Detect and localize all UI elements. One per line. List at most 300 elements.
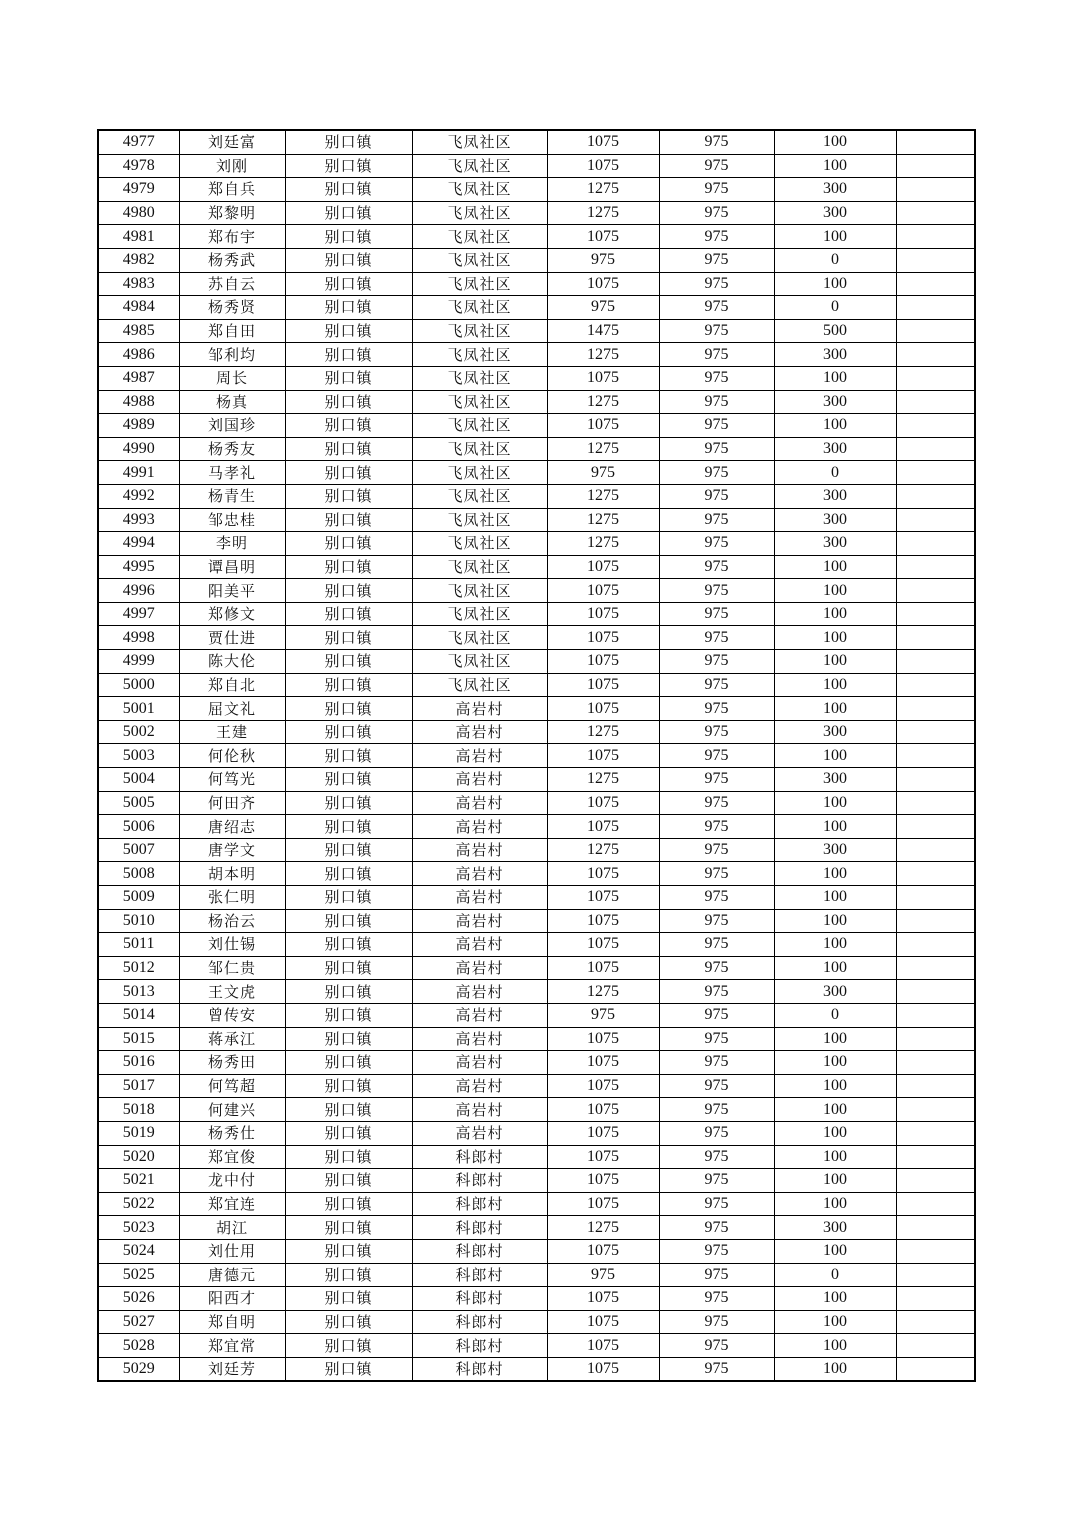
amount-b-cell: 975	[659, 768, 774, 792]
remarks-cell	[896, 390, 975, 414]
serial-number-cell: 4998	[98, 626, 179, 650]
amount-b-cell: 975	[659, 248, 774, 272]
amount-a-cell: 1075	[547, 650, 659, 674]
name-cell: 杨青生	[179, 484, 285, 508]
amount-b-cell: 975	[659, 1357, 774, 1381]
name-cell: 郑宜常	[179, 1334, 285, 1358]
amount-b-cell: 975	[659, 1003, 774, 1027]
remarks-cell	[896, 933, 975, 957]
table-row	[98, 791, 975, 815]
amount-b-cell: 975	[659, 697, 774, 721]
amount-b-cell: 975	[659, 343, 774, 367]
name-cell: 王建	[179, 720, 285, 744]
difference-cell: 0	[774, 1003, 896, 1027]
amount-b-cell: 975	[659, 1239, 774, 1263]
amount-a-cell: 1075	[547, 1169, 659, 1193]
amount-a-cell: 1075	[547, 579, 659, 603]
town-cell: 别口镇	[285, 579, 412, 603]
difference-cell: 100	[774, 1098, 896, 1122]
village-cell: 高岩村	[412, 862, 547, 886]
difference-cell: 300	[774, 390, 896, 414]
remarks-cell	[896, 815, 975, 839]
amount-a-cell: 975	[547, 1263, 659, 1287]
village-cell: 高岩村	[412, 1003, 547, 1027]
amount-a-cell: 1075	[547, 1310, 659, 1334]
town-cell: 别口镇	[285, 1192, 412, 1216]
amount-a-cell: 1275	[547, 201, 659, 225]
village-cell: 飞凤社区	[412, 366, 547, 390]
serial-number-cell: 4989	[98, 414, 179, 438]
amount-a-cell: 1075	[547, 791, 659, 815]
name-cell: 刘仕用	[179, 1239, 285, 1263]
remarks-cell	[896, 272, 975, 296]
table-row	[98, 343, 975, 367]
serial-number-cell: 4983	[98, 272, 179, 296]
amount-a-cell: 975	[547, 296, 659, 320]
name-cell: 刘廷富	[179, 130, 285, 154]
serial-number-cell: 4979	[98, 178, 179, 202]
amount-a-cell: 1075	[547, 1357, 659, 1381]
village-cell: 高岩村	[412, 980, 547, 1004]
town-cell: 别口镇	[285, 154, 412, 178]
name-cell: 杨治云	[179, 909, 285, 933]
amount-a-cell: 1275	[547, 532, 659, 556]
name-cell: 邹仁贵	[179, 956, 285, 980]
village-cell: 飞凤社区	[412, 532, 547, 556]
amount-a-cell: 1275	[547, 768, 659, 792]
difference-cell: 100	[774, 1334, 896, 1358]
difference-cell: 300	[774, 720, 896, 744]
town-cell: 别口镇	[285, 980, 412, 1004]
village-cell: 飞凤社区	[412, 626, 547, 650]
town-cell: 别口镇	[285, 886, 412, 910]
difference-cell: 100	[774, 956, 896, 980]
name-cell: 郑布宇	[179, 225, 285, 249]
village-cell: 科郎村	[412, 1145, 547, 1169]
difference-cell: 0	[774, 248, 896, 272]
difference-cell: 300	[774, 201, 896, 225]
village-cell: 高岩村	[412, 768, 547, 792]
village-cell: 飞凤社区	[412, 319, 547, 343]
village-cell: 科郎村	[412, 1310, 547, 1334]
town-cell: 别口镇	[285, 178, 412, 202]
town-cell: 别口镇	[285, 225, 412, 249]
table-row	[98, 154, 975, 178]
difference-cell: 100	[774, 626, 896, 650]
table-row	[98, 555, 975, 579]
village-cell: 飞凤社区	[412, 650, 547, 674]
remarks-cell	[896, 1169, 975, 1193]
serial-number-cell: 5009	[98, 886, 179, 910]
town-cell: 别口镇	[285, 1098, 412, 1122]
amount-a-cell: 1075	[547, 1334, 659, 1358]
serial-number-cell: 4991	[98, 461, 179, 485]
amount-b-cell: 975	[659, 154, 774, 178]
amount-a-cell: 1275	[547, 838, 659, 862]
amount-b-cell: 975	[659, 862, 774, 886]
remarks-cell	[896, 886, 975, 910]
remarks-cell	[896, 579, 975, 603]
name-cell: 周长	[179, 366, 285, 390]
serial-number-cell: 5011	[98, 933, 179, 957]
town-cell: 别口镇	[285, 508, 412, 532]
serial-number-cell: 5010	[98, 909, 179, 933]
difference-cell: 100	[774, 1169, 896, 1193]
serial-number-cell: 5020	[98, 1145, 179, 1169]
amount-a-cell: 1075	[547, 414, 659, 438]
town-cell: 别口镇	[285, 1121, 412, 1145]
remarks-cell	[896, 248, 975, 272]
difference-cell: 100	[774, 1051, 896, 1075]
town-cell: 别口镇	[285, 1216, 412, 1240]
amount-a-cell: 975	[547, 461, 659, 485]
serial-number-cell: 4996	[98, 579, 179, 603]
amount-b-cell: 975	[659, 838, 774, 862]
amount-b-cell: 975	[659, 1098, 774, 1122]
town-cell: 别口镇	[285, 201, 412, 225]
village-cell: 飞凤社区	[412, 390, 547, 414]
remarks-cell	[896, 697, 975, 721]
name-cell: 张仁明	[179, 886, 285, 910]
remarks-cell	[896, 1074, 975, 1098]
name-cell: 蒋承江	[179, 1027, 285, 1051]
name-cell: 龙中付	[179, 1169, 285, 1193]
name-cell: 郑宜俊	[179, 1145, 285, 1169]
village-cell: 高岩村	[412, 744, 547, 768]
table-row	[98, 1051, 975, 1075]
town-cell: 别口镇	[285, 1169, 412, 1193]
amount-a-cell: 1075	[547, 697, 659, 721]
amount-b-cell: 975	[659, 744, 774, 768]
remarks-cell	[896, 461, 975, 485]
town-cell: 别口镇	[285, 1003, 412, 1027]
serial-number-cell: 4992	[98, 484, 179, 508]
serial-number-cell: 4995	[98, 555, 179, 579]
serial-number-cell: 5012	[98, 956, 179, 980]
name-cell: 何笃超	[179, 1074, 285, 1098]
amount-b-cell: 975	[659, 579, 774, 603]
difference-cell: 100	[774, 154, 896, 178]
village-cell: 高岩村	[412, 791, 547, 815]
difference-cell: 100	[774, 650, 896, 674]
serial-number-cell: 5019	[98, 1121, 179, 1145]
table-row	[98, 130, 975, 154]
village-cell: 飞凤社区	[412, 201, 547, 225]
amount-a-cell: 1075	[547, 862, 659, 886]
difference-cell: 100	[774, 579, 896, 603]
data-table	[97, 129, 976, 1382]
name-cell: 唐学文	[179, 838, 285, 862]
village-cell: 飞凤社区	[412, 178, 547, 202]
difference-cell: 100	[774, 414, 896, 438]
difference-cell: 100	[774, 602, 896, 626]
table-row	[98, 673, 975, 697]
name-cell: 郑自田	[179, 319, 285, 343]
town-cell: 别口镇	[285, 909, 412, 933]
difference-cell: 300	[774, 484, 896, 508]
town-cell: 别口镇	[285, 650, 412, 674]
amount-b-cell: 975	[659, 1169, 774, 1193]
town-cell: 别口镇	[285, 1310, 412, 1334]
name-cell: 刘廷芳	[179, 1357, 285, 1381]
amount-a-cell: 1075	[547, 886, 659, 910]
table-row	[98, 532, 975, 556]
village-cell: 高岩村	[412, 697, 547, 721]
name-cell: 杨秀武	[179, 248, 285, 272]
name-cell: 屈文礼	[179, 697, 285, 721]
amount-b-cell: 975	[659, 791, 774, 815]
remarks-cell	[896, 673, 975, 697]
name-cell: 刘国珍	[179, 414, 285, 438]
amount-a-cell: 1075	[547, 1121, 659, 1145]
table-row	[98, 272, 975, 296]
serial-number-cell: 5007	[98, 838, 179, 862]
difference-cell: 300	[774, 343, 896, 367]
village-cell: 高岩村	[412, 1027, 547, 1051]
table-row	[98, 815, 975, 839]
town-cell: 别口镇	[285, 461, 412, 485]
remarks-cell	[896, 1192, 975, 1216]
amount-a-cell: 1075	[547, 626, 659, 650]
table-row	[98, 1263, 975, 1287]
amount-a-cell: 1075	[547, 555, 659, 579]
remarks-cell	[896, 437, 975, 461]
table-row	[98, 579, 975, 603]
town-cell: 别口镇	[285, 1027, 412, 1051]
amount-a-cell: 1275	[547, 1216, 659, 1240]
amount-b-cell: 975	[659, 532, 774, 556]
village-cell: 飞凤社区	[412, 555, 547, 579]
amount-a-cell: 1275	[547, 508, 659, 532]
town-cell: 别口镇	[285, 414, 412, 438]
serial-number-cell: 5004	[98, 768, 179, 792]
village-cell: 科郎村	[412, 1239, 547, 1263]
village-cell: 高岩村	[412, 933, 547, 957]
village-cell: 飞凤社区	[412, 154, 547, 178]
town-cell: 别口镇	[285, 1334, 412, 1358]
difference-cell: 100	[774, 791, 896, 815]
amount-b-cell: 975	[659, 1263, 774, 1287]
town-cell: 别口镇	[285, 697, 412, 721]
serial-number-cell: 5006	[98, 815, 179, 839]
remarks-cell	[896, 296, 975, 320]
amount-b-cell: 975	[659, 319, 774, 343]
amount-b-cell: 975	[659, 272, 774, 296]
remarks-cell	[896, 650, 975, 674]
table-row	[98, 1121, 975, 1145]
serial-number-cell: 4986	[98, 343, 179, 367]
amount-a-cell: 1075	[547, 815, 659, 839]
amount-a-cell: 1075	[547, 1192, 659, 1216]
amount-a-cell: 1075	[547, 1074, 659, 1098]
remarks-cell	[896, 602, 975, 626]
difference-cell: 500	[774, 319, 896, 343]
table-row	[98, 909, 975, 933]
remarks-cell	[896, 720, 975, 744]
remarks-cell	[896, 980, 975, 1004]
difference-cell: 300	[774, 437, 896, 461]
amount-b-cell: 975	[659, 1121, 774, 1145]
amount-a-cell: 1075	[547, 1027, 659, 1051]
amount-a-cell: 1075	[547, 1051, 659, 1075]
difference-cell: 300	[774, 980, 896, 1004]
town-cell: 别口镇	[285, 1287, 412, 1311]
serial-number-cell: 4999	[98, 650, 179, 674]
amount-b-cell: 975	[659, 1216, 774, 1240]
table-row	[98, 1357, 975, 1381]
name-cell: 马孝礼	[179, 461, 285, 485]
name-cell: 杨真	[179, 390, 285, 414]
difference-cell: 100	[774, 1121, 896, 1145]
remarks-cell	[896, 532, 975, 556]
remarks-cell	[896, 1263, 975, 1287]
amount-a-cell: 1075	[547, 225, 659, 249]
name-cell: 王文虎	[179, 980, 285, 1004]
amount-b-cell: 975	[659, 1027, 774, 1051]
village-cell: 飞凤社区	[412, 673, 547, 697]
name-cell: 谭昌明	[179, 555, 285, 579]
name-cell: 胡本明	[179, 862, 285, 886]
table-row	[98, 1334, 975, 1358]
amount-a-cell: 1075	[547, 602, 659, 626]
table-row	[98, 720, 975, 744]
serial-number-cell: 4987	[98, 366, 179, 390]
table-row	[98, 1216, 975, 1240]
difference-cell: 300	[774, 838, 896, 862]
amount-b-cell: 975	[659, 1287, 774, 1311]
table-row	[98, 1192, 975, 1216]
remarks-cell	[896, 154, 975, 178]
village-cell: 高岩村	[412, 815, 547, 839]
serial-number-cell: 5023	[98, 1216, 179, 1240]
name-cell: 刘刚	[179, 154, 285, 178]
difference-cell: 300	[774, 1216, 896, 1240]
name-cell: 杨秀贤	[179, 296, 285, 320]
village-cell: 科郎村	[412, 1169, 547, 1193]
remarks-cell	[896, 1003, 975, 1027]
difference-cell: 100	[774, 697, 896, 721]
amount-a-cell: 1075	[547, 130, 659, 154]
table-body	[98, 130, 975, 1381]
amount-b-cell: 975	[659, 225, 774, 249]
name-cell: 何伦秋	[179, 744, 285, 768]
serial-number-cell: 5015	[98, 1027, 179, 1051]
amount-b-cell: 975	[659, 484, 774, 508]
village-cell: 飞凤社区	[412, 461, 547, 485]
town-cell: 别口镇	[285, 1357, 412, 1381]
name-cell: 郑修文	[179, 602, 285, 626]
serial-number-cell: 5014	[98, 1003, 179, 1027]
name-cell: 杨秀田	[179, 1051, 285, 1075]
amount-a-cell: 1475	[547, 319, 659, 343]
serial-number-cell: 5017	[98, 1074, 179, 1098]
name-cell: 邹忠桂	[179, 508, 285, 532]
name-cell: 唐德元	[179, 1263, 285, 1287]
amount-b-cell: 975	[659, 650, 774, 674]
table-row	[98, 697, 975, 721]
remarks-cell	[896, 1357, 975, 1381]
remarks-cell	[896, 626, 975, 650]
serial-number-cell: 4984	[98, 296, 179, 320]
village-cell: 科郎村	[412, 1192, 547, 1216]
table-row	[98, 1169, 975, 1193]
difference-cell: 100	[774, 862, 896, 886]
amount-b-cell: 975	[659, 296, 774, 320]
name-cell: 胡江	[179, 1216, 285, 1240]
amount-a-cell: 1075	[547, 1239, 659, 1263]
village-cell: 高岩村	[412, 720, 547, 744]
town-cell: 别口镇	[285, 720, 412, 744]
village-cell: 高岩村	[412, 1121, 547, 1145]
serial-number-cell: 4981	[98, 225, 179, 249]
amount-b-cell: 975	[659, 602, 774, 626]
amount-b-cell: 975	[659, 626, 774, 650]
serial-number-cell: 5029	[98, 1357, 179, 1381]
remarks-cell	[896, 744, 975, 768]
town-cell: 别口镇	[285, 956, 412, 980]
amount-a-cell: 1275	[547, 178, 659, 202]
serial-number-cell: 5018	[98, 1098, 179, 1122]
remarks-cell	[896, 1145, 975, 1169]
table-row	[98, 1098, 975, 1122]
name-cell: 郑自明	[179, 1310, 285, 1334]
table-row	[98, 1239, 975, 1263]
remarks-cell	[896, 909, 975, 933]
amount-b-cell: 975	[659, 414, 774, 438]
name-cell: 曾传安	[179, 1003, 285, 1027]
amount-b-cell: 975	[659, 933, 774, 957]
amount-b-cell: 975	[659, 886, 774, 910]
table-row	[98, 484, 975, 508]
amount-b-cell: 975	[659, 673, 774, 697]
name-cell: 郑自北	[179, 673, 285, 697]
name-cell: 李明	[179, 532, 285, 556]
name-cell: 陈大伦	[179, 650, 285, 674]
name-cell: 郑自兵	[179, 178, 285, 202]
amount-a-cell: 975	[547, 1003, 659, 1027]
amount-a-cell: 1075	[547, 272, 659, 296]
difference-cell: 300	[774, 768, 896, 792]
table-row	[98, 1003, 975, 1027]
serial-number-cell: 5005	[98, 791, 179, 815]
name-cell: 郑宜连	[179, 1192, 285, 1216]
remarks-cell	[896, 414, 975, 438]
remarks-cell	[896, 1239, 975, 1263]
village-cell: 高岩村	[412, 1074, 547, 1098]
name-cell: 何笃光	[179, 768, 285, 792]
difference-cell: 100	[774, 909, 896, 933]
village-cell: 飞凤社区	[412, 248, 547, 272]
difference-cell: 100	[774, 1310, 896, 1334]
name-cell: 阳美平	[179, 579, 285, 603]
amount-b-cell: 975	[659, 130, 774, 154]
village-cell: 高岩村	[412, 886, 547, 910]
table-row	[98, 296, 975, 320]
remarks-cell	[896, 343, 975, 367]
town-cell: 别口镇	[285, 248, 412, 272]
table-row	[98, 626, 975, 650]
name-cell: 何建兴	[179, 1098, 285, 1122]
town-cell: 别口镇	[285, 815, 412, 839]
serial-number-cell: 5002	[98, 720, 179, 744]
amount-b-cell: 975	[659, 815, 774, 839]
village-cell: 飞凤社区	[412, 579, 547, 603]
serial-number-cell: 4994	[98, 532, 179, 556]
amount-a-cell: 1075	[547, 154, 659, 178]
difference-cell: 300	[774, 508, 896, 532]
amount-b-cell: 975	[659, 461, 774, 485]
serial-number-cell: 5028	[98, 1334, 179, 1358]
